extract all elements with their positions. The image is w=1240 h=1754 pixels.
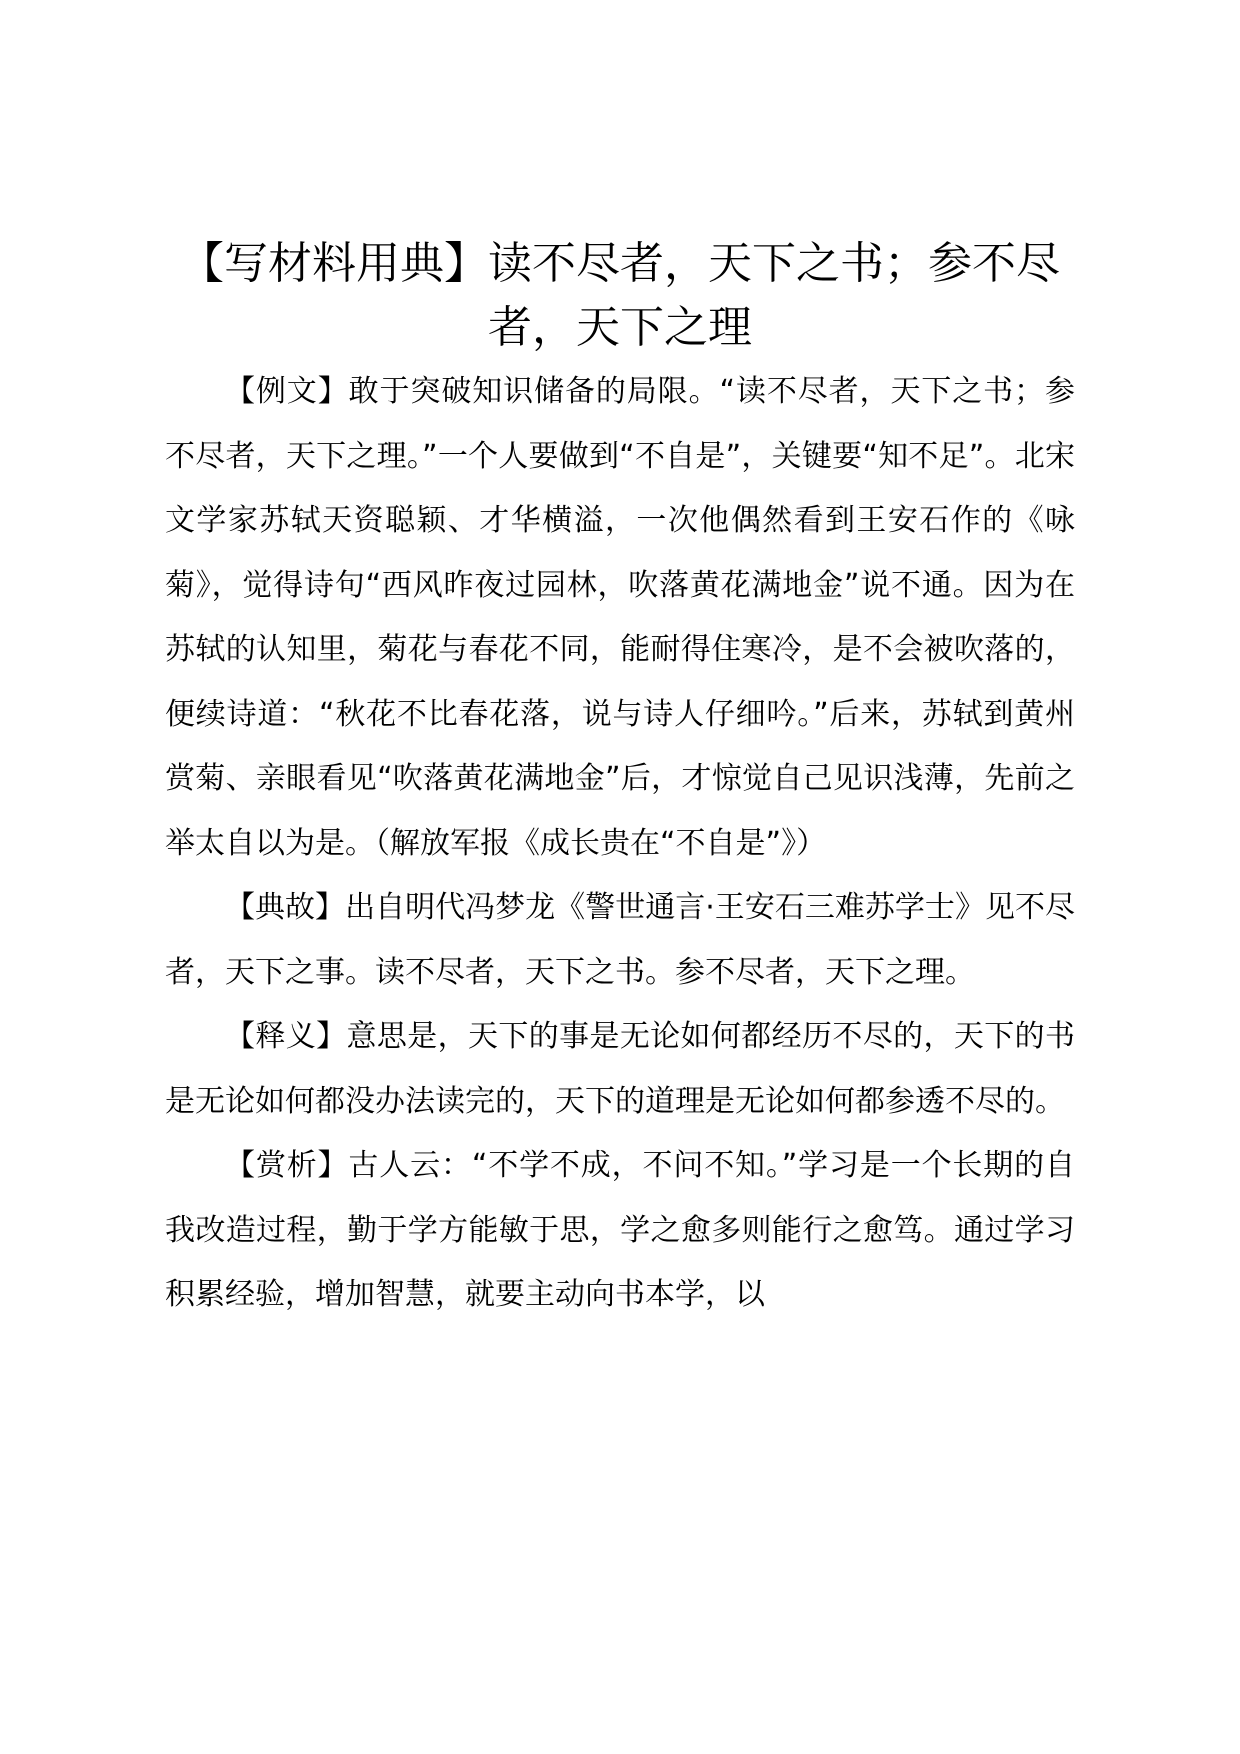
document-page: [165, 232, 1075, 1328]
paragraph-appreciation: 【赏析】古人云：“不学不成，不问不知。”学习是一个长期的自我改造过程，勤于学方能敏于思，学之愈多则能行之愈笃。通过学习积累经验，增加智慧，就要主动向书本学，以: [165, 1148, 1075, 1312]
document-title: 【写材料用典】读不尽者，天下之书；参不尽者，天下之理: [180, 238, 1060, 353]
paragraph-allusion: 【典故】出自明代冯梦龙《警世通言·王安石三难苏学士》见不尽者，天下之事。读不尽者，天下之书。参不尽者，天下之理。: [165, 890, 1075, 990]
paragraph-example: 【例文】敢于突破知识储备的局限。“读不尽者，天下之书；参不尽者，天下之理。”一个人要做到“不自是”，关键要“知不足”。北宋文学家苏轼天资聪颖、才华横溢，一次他偶然看到王安石作的《咏菊》，觉得诗句“西风昨夜过园林，吹落黄花满地金”说不通。因为在苏轼的认知里，菊花与春花不同，能耐得住寒冷，是不会被吹落的，便续诗道：“秋花不比春花落，说与诗人仔细吟。”后来，苏轼到黄州赏菊、亲眼看见“吹落黄花满地金”后，才惊觉自己见识浅薄，先前之举太自以为是。（解放军报《成长贵在“不自是”》）: [165, 374, 1075, 861]
paragraph-meaning: 【释义】意思是，天下的事是无论如何都经历不尽的，天下的书是无论如何都没办法读完的，天下的道理是无论如何都参透不尽的。: [165, 1019, 1075, 1119]
